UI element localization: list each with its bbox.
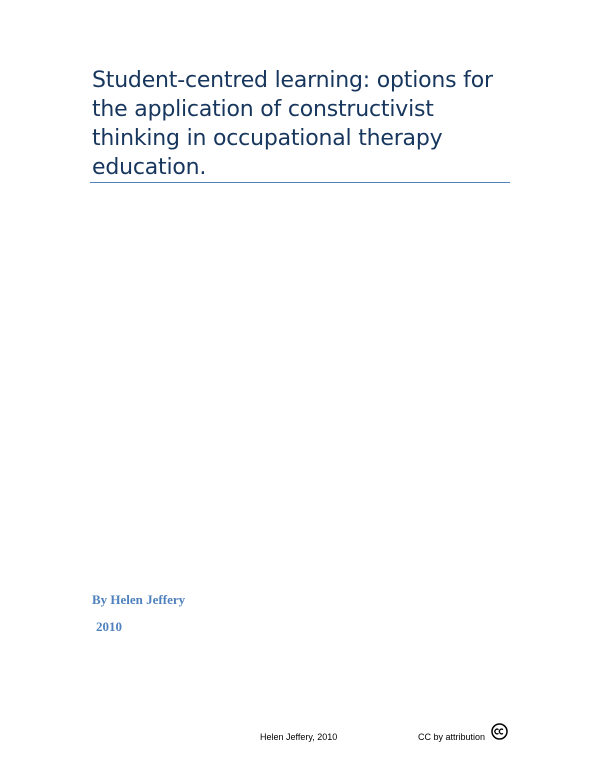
author-line: By Helen Jeffery xyxy=(92,592,186,607)
publication-year: 2010 xyxy=(96,619,122,634)
title-line: Student-centred learning: options for xyxy=(92,68,493,93)
footer-credit: Helen Jeffery, 2010 xyxy=(260,732,338,742)
title-line: thinking in occupational therapy xyxy=(92,126,443,151)
title-line: the application of constructivist xyxy=(92,97,434,122)
creative-commons-icon xyxy=(491,723,508,740)
title-divider xyxy=(90,182,510,183)
document-title xyxy=(92,66,512,182)
title-line: education. xyxy=(92,155,207,180)
footer-license: CC by attribution xyxy=(418,732,486,742)
